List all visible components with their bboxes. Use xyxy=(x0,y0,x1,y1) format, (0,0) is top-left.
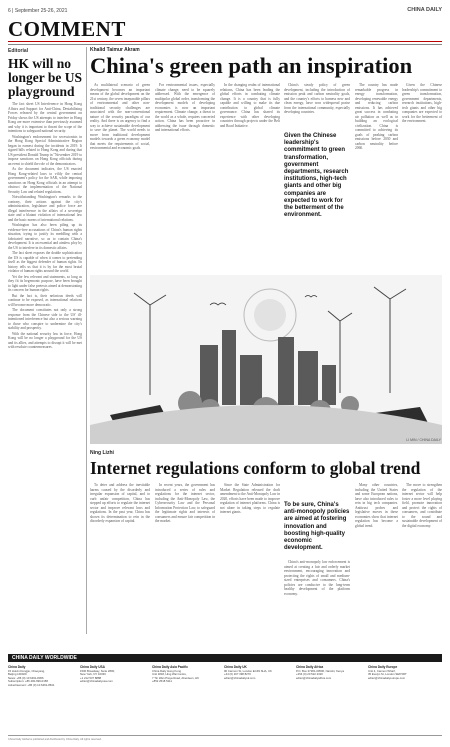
article-column xyxy=(155,83,215,273)
second-article-column xyxy=(220,483,280,649)
page-header xyxy=(8,6,442,16)
article-paragraph: Given the Chinese leadership's commitment to green transformation, government departments, research institutions, high-tech giants and other big companies are expected to work for the betterment of the environment. xyxy=(402,83,442,123)
article-paragraph: The country has made remarkable progress in energy transformation, developing renewable energy and reducing carbon emissions. It has achieved great success in combating air pollution as well as in building an ecological civilization. China is committed to achieving its goals of peaking carbon emissions before 2030 and carbon neutrality before 2060. xyxy=(355,83,398,150)
editorial-paragraph: Washington's endorsement for secessionists in the Hong Kong Special Administrative Region began in earnest during the incidents in 2019. It signed bills related to Hong Kong and during that US president Donald Trump in "November 2019 to impose sanctions on Hong Kong officials during an event to shield the role of the demonstrators. xyxy=(8,134,82,166)
editorial-paragraph: Yet the few relevant and statements, so long as they fit its hegemonic purpose, have been brought to light under false pretexts aimed at demonstrating its concern for human rights. xyxy=(8,274,82,292)
second-article-column xyxy=(90,483,150,649)
editorial-paragraph: Washington has also been piling up its evidence-free accusations of China's human rights situation, trying to justify its meddling with a fabricated narrative, so as to contain China's development. It is an essential and aimless ploy by the US to interfere in its domestic affairs. xyxy=(8,223,82,250)
article-paragraph: To deter and address the inevitable harms caused by the disorderly and irregular expansion of capital, and to curb unfair competition, China has stepped up efforts to regulate the internet sector and improve relevant laws and regulations. In the past year, China has shown its determination to rein in the disorderly expansion of capital. xyxy=(90,483,150,523)
article-column xyxy=(355,83,398,273)
office-line: +852 2518 5111 xyxy=(152,679,172,684)
second-article-headline: Internet regulations conform to global trend xyxy=(90,458,421,478)
article-column xyxy=(284,83,350,129)
editorial-paragraph: The document constitutes not only a strong response from the Chinese side to the US' ill-intentioned interference but also a serious warning to those who conspire to undermine the city's stability and prosperity. xyxy=(8,308,82,330)
office-name: China Daily Asia Pacific xyxy=(152,665,189,669)
article-paragraph: For environmental issues, especially climate change, need to be squarely addressed. With the emergence of multipolar global order, transforming the development models of developing economies is now an important requirement. Climate change, a threat to the world as a whole, requires concerted action. China has been proactive in addressing the issue through domestic and international efforts. xyxy=(155,83,215,132)
column-divider xyxy=(86,47,87,634)
footer-copyright: China Daily Global is published and distributed by China Daily. All rights reserved. xyxy=(8,738,102,741)
editorial-tag: Editorial xyxy=(8,48,29,54)
article-author: Khalid Taimur Akram xyxy=(90,47,140,53)
office-line: +1 212 537 8888 xyxy=(80,675,102,680)
editorial-paragraph: The fact sheet US Interference in Hong Kong Affairs and Support for Anti-China, Destabilizing Forces released by the central government on Friday shows the US attempts to interfere in Hong Kong are more extensive than previously assumed and why it is important to thwart the scope of the intentions to safeguard national security. xyxy=(8,102,82,133)
second-article-author: Ning Lizhi xyxy=(90,450,114,456)
editorial-paragraph: Notwithstanding Washington's remarks to the contrary, their actions against the city's administration, legislature and police force are illegal interference in the affairs of a sovereign state and a blatant violation of international law and the basic norms of international relations. xyxy=(8,195,82,222)
editorial-headline: HK will no longer be US playground xyxy=(8,56,83,99)
article-paragraph: In recent years, the government has introduced a series of rules and regulations for the internet sector, including the Anti-Monopoly Law, the Cybersecurity Law and the Personal Information Protection Law, to safeguard the legitimate rights and interests of consumers and ensure fair competition in the market. xyxy=(155,483,215,523)
office-line: editor@chinadailyuk.com xyxy=(224,675,256,680)
second-article-column xyxy=(284,560,350,650)
article-paragraph: Many other countries, including the United States and some European nations, have also introduced rules to rein in big tech companies. Antitrust probes and legislative moves in these economies show that internet regulation has become a global trend. xyxy=(355,483,398,528)
editorial-body xyxy=(8,102,82,650)
office-line: 15 Huixin Dongjie, Chaoyang, xyxy=(8,668,46,673)
article-paragraph: Since the State Administration for Market Regulation released the draft amendment to the Anti-Monopoly Law in 2020, efforts have been made to improve regulation of internet platforms. China is not alone in taking steps to regulate internet giants. xyxy=(220,483,280,514)
editorial-paragraph: But the fact is, their nefarious deeds will continue to be exposed, as international relations will become more democratic. xyxy=(8,293,82,307)
office-line: 90 Cannon St, London EC4N 6HA, UK xyxy=(224,668,272,673)
article-paragraph: In the changing realm of international relations, China has been leading the global efforts in combating climate change. It is a country that is fully capable and willing to make its due contribution to global climate governance. China has shared its experience with other developing countries through projects under the Belt and Road Initiative. xyxy=(220,83,280,128)
second-article-column xyxy=(355,483,398,649)
office-line: 1500 Broadway, Suite 2800, xyxy=(80,668,115,673)
image-credit: LI MIN / CHINA DAILY xyxy=(406,438,441,442)
office-line: editor@chinadailyeurope.com xyxy=(368,675,406,680)
footer-rule xyxy=(8,735,442,736)
office-line: Unit 1818, Hing Wai Centre, xyxy=(152,672,187,677)
article-column xyxy=(220,83,280,273)
office-name: China Daily xyxy=(8,665,26,669)
article-paragraph: The move to strengthen the regulation of the internet sector will help foster a more level playing field, promote innovation and protect the rights of consumers, and contribute to the sound and sustainable development of the digital economy. xyxy=(402,483,442,528)
editorial-paragraph: As the document indicates, the US enacted Hong Kong-related laws to vilify the central government's policy for the SAR, while imposing sanctions on Hong Kong officials in an attempt to obstruct the implementation of the National Security Law and related regulations. xyxy=(8,167,82,194)
editorial-paragraph: With the national security law in force, Hong Kong will be no longer a playground for the US and its allies, and attempts to disrupt it will be met with resolute countermeasures. xyxy=(8,331,82,349)
office-info xyxy=(368,666,442,680)
office-line: New York, NY 10036 xyxy=(80,672,106,677)
office-line: News: +86 (0) 10 6491-8366 xyxy=(8,675,44,680)
office-line: +254 (0) 20 522 2320 xyxy=(296,672,323,677)
masthead-label: CHINA DAILY xyxy=(407,7,442,13)
green-city-illustration xyxy=(90,275,442,444)
office-line: P.O. Box 27281-00506, Nairobi, Kenya xyxy=(296,668,344,673)
article-headline: China's green path an inspiration xyxy=(90,53,413,78)
office-info xyxy=(152,666,220,684)
page-date: 6 | September 25-26, 2021 xyxy=(8,8,68,14)
office-name: China Daily USA xyxy=(80,665,105,669)
office-info xyxy=(224,666,292,680)
second-article-column xyxy=(402,483,442,649)
office-info xyxy=(8,666,76,688)
office-line: 7 Tin Wan Praya Road, Aberdeen, HK xyxy=(152,675,200,680)
article-paragraph: As multilateral scenario of green development becomes an important means of the global development on the 21st century, the seven inseparable pillars of environmental and other non-traditional security challenges are associated with the non-conventional nature of the security paradigm of our reality. And there is an urgency to find a way to achieve sustainable development to save the planet. The world needs to move from traditional development models towards a green economy model that meets the requirements of social, environmental and economic goals. xyxy=(90,83,150,150)
office-line: editor@chinadailyusa.com xyxy=(80,679,113,684)
article-column xyxy=(90,83,150,273)
article-pull-quote: Given the Chinese leadership's commitment to green transformation, government departments, research institutions, high-tech giants and other big companies are expected to work for the betterment of the environment. xyxy=(284,133,349,219)
office-name: China Daily Africa xyxy=(296,665,324,669)
article-paragraph: China's anti-monopoly law enforcement is aimed at creating a fair and orderly market environment, encouraging innovation and protecting the rights of small and medium-sized enterprises and consumers. China's policies are conducive to the long-term healthy development of the platform economy. xyxy=(284,560,350,596)
section-rule xyxy=(8,41,442,42)
section-title: COMMENT xyxy=(8,17,126,41)
office-info xyxy=(296,666,364,680)
section-rule-thin xyxy=(8,44,442,45)
office-info xyxy=(80,666,148,684)
office-name: China Daily UK xyxy=(224,665,247,669)
office-line: Unit 4, Cannon Wharf, xyxy=(368,668,396,673)
footer-bar xyxy=(8,654,442,662)
office-name: China Daily Europe xyxy=(368,665,398,669)
office-line: editor@chinadailyafrica.com xyxy=(296,675,332,680)
office-line: 35 Evelyn St, London SE8 5RT xyxy=(368,672,407,677)
office-line: Beijing 100029 xyxy=(8,672,27,677)
office-line: Subscription: +86 400-699-0158 xyxy=(8,679,48,684)
second-article-column xyxy=(155,483,215,649)
office-line: +44 (0) 207 398 8270 xyxy=(224,672,251,677)
article-paragraph: China's steady policy of green development, including the introduction of emission peak and carbon neutrality goals, and the country's efforts to harness new and clean energy, have won widespread praise from the international community, especially developing countries. xyxy=(284,83,350,114)
article-column xyxy=(402,83,442,273)
article-illustration xyxy=(90,275,442,444)
second-article-pull-quote: To be sure, China's anti-monopoly policies are aimed at fostering innovation and boosting high-quality economic development. xyxy=(284,502,350,552)
office-line: Advertisement: +86 (0) 10 6491-8631 xyxy=(8,682,55,687)
footer-bar-label: CHINA DAILY WORLDWIDE xyxy=(12,655,77,661)
office-line: China Daily Hong Kong xyxy=(152,668,182,673)
editorial-paragraph: The fact sheet exposes the double sophistication the US is capable of when it comes to pretending itself as the biggest defender of human rights. Its history tells us that it is by far the most brutal violator of human rights around the world. xyxy=(8,251,82,273)
